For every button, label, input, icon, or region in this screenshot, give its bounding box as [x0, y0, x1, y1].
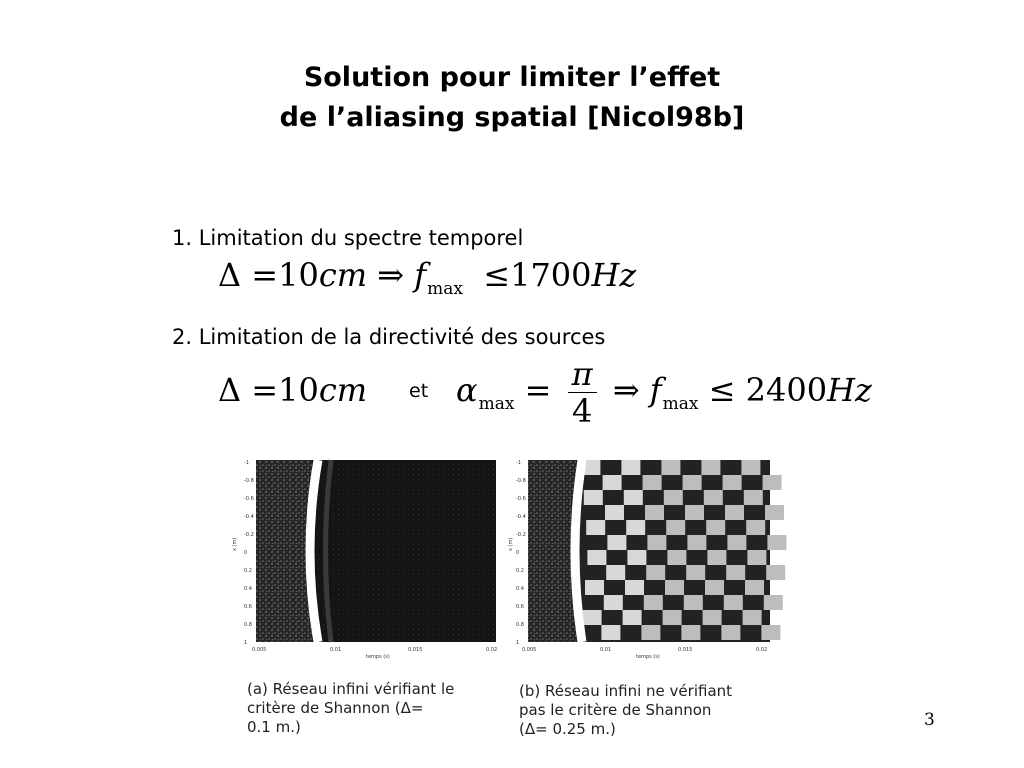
plot-a-ytick: 0	[244, 550, 248, 556]
plot-a-ytick: -0.4	[244, 514, 254, 520]
plot-b-ylabel: x (m)	[508, 537, 514, 551]
plot-b-ytick: 0.2	[516, 568, 524, 574]
checker-cell	[586, 520, 605, 535]
plot-b	[508, 452, 780, 662]
plot-b-ytick: 1	[516, 640, 520, 646]
checker-cell	[765, 505, 784, 520]
plot-b-x-ticks	[522, 647, 767, 653]
checker-cell	[624, 490, 643, 505]
equals-sign: =	[251, 256, 279, 294]
checker-cell	[744, 490, 763, 505]
max-subscript: max	[427, 279, 463, 299]
checker-cell	[721, 625, 740, 640]
plot-a-ytick: -1	[244, 460, 249, 466]
checker-cell	[766, 565, 785, 580]
implies-symbol: ⇒	[377, 256, 405, 294]
checker-cell	[725, 505, 744, 520]
checker-cell	[726, 565, 745, 580]
checker-cell	[687, 535, 706, 550]
checker-cell	[724, 595, 743, 610]
plot-b-noisy-region	[528, 460, 576, 642]
plot-a-y-ticks	[244, 460, 254, 646]
plot-a-ytick: 0.8	[244, 622, 252, 628]
max-subscript: max	[478, 394, 515, 414]
checker-cell	[585, 580, 604, 595]
checker-cell	[707, 550, 726, 565]
checker-cell	[667, 550, 686, 565]
title-line-2: de l’aliasing spatial [Nicol98b]	[279, 102, 745, 133]
delta-symbol: Δ	[218, 371, 242, 409]
max-subscript: max	[662, 394, 699, 414]
formula-1	[218, 256, 637, 299]
equals-sign: =	[524, 371, 552, 409]
caption-a-line: (a) Réseau infini vérifiant le	[247, 680, 455, 698]
checker-cell	[626, 520, 645, 535]
page-number: 3	[924, 710, 935, 730]
checker-cell	[641, 625, 660, 640]
checker-cell	[607, 535, 626, 550]
checker-cell	[644, 595, 663, 610]
plot-b-ytick: -0.6	[516, 496, 526, 502]
checker-cell	[623, 610, 642, 625]
caption-b-line: (b) Réseau infini ne vérifiant	[519, 682, 733, 700]
plot-b-xtick: 0.005	[522, 647, 537, 653]
plot-a-ytick: -0.8	[244, 478, 254, 484]
slide-title	[0, 58, 1024, 138]
checker-cell	[723, 475, 742, 490]
unit-hz: Hz	[827, 371, 872, 409]
fraction-denominator: 4	[571, 392, 593, 430]
checker-cell	[627, 550, 646, 565]
plot-b-ytick: 0.8	[516, 622, 524, 628]
value-10: 10	[278, 256, 319, 294]
f-symbol: f	[649, 371, 662, 409]
unit-cm: cm	[318, 371, 368, 409]
plot-a-ytick: 0.6	[244, 604, 252, 610]
plot-b-ytick: -0.2	[516, 532, 526, 538]
unit-hz: Hz	[591, 256, 637, 294]
caption-a-line: 0.1 m.)	[247, 718, 301, 736]
caption-a-line: critère de Shannon (Δ=	[247, 699, 424, 717]
checker-cell	[685, 505, 704, 520]
title-line-1: Solution pour limiter l’effet	[303, 62, 721, 93]
checker-cell	[741, 460, 760, 475]
caption-b	[519, 682, 732, 739]
caption-b-line: pas le critère de Shannon	[519, 701, 712, 719]
plot-b-xtick: 0.02	[756, 647, 768, 653]
caption-a	[247, 680, 454, 737]
plot-a-xtick: 0.015	[408, 647, 423, 653]
plot-a-xtick: 0.02	[486, 647, 498, 653]
checker-cell	[764, 595, 783, 610]
formula-2-left	[218, 371, 367, 409]
plot-a-ytick: 1	[244, 640, 248, 646]
checker-cell	[603, 475, 622, 490]
plot-a-xtick: 0.005	[252, 647, 267, 653]
checker-cell	[666, 520, 685, 535]
checker-cell	[601, 625, 620, 640]
plot-a	[232, 452, 504, 662]
plot-a-xlabel: temps (s)	[366, 654, 390, 660]
checker-cell	[683, 475, 702, 490]
equals-sign: =	[251, 371, 279, 409]
checker-cell	[743, 610, 762, 625]
le-symbol: ≤	[708, 371, 736, 409]
fraction-numerator: π	[568, 356, 597, 393]
item-1-label: 1. Limitation du spectre temporel	[172, 226, 524, 250]
checker-cell	[767, 535, 786, 550]
alpha-symbol: α	[456, 371, 478, 409]
checker-cell	[681, 625, 700, 640]
plot-b-xlabel: temps (s)	[636, 654, 660, 660]
plot-a-ylabel: x (m)	[232, 537, 238, 551]
plot-a-noisy-region	[256, 460, 312, 642]
plot-b-xtick: 0.01	[600, 647, 612, 653]
checker-cell	[605, 505, 624, 520]
le-symbol: ≤	[483, 256, 511, 294]
checker-cell	[583, 610, 602, 625]
checker-cell	[665, 580, 684, 595]
plot-b-y-ticks	[516, 460, 526, 646]
checker-cell	[647, 535, 666, 550]
implies-symbol: ⇒	[612, 371, 640, 409]
delta-symbol: Δ	[218, 256, 242, 294]
caption-b-line: (Δ= 0.25 m.)	[519, 720, 616, 738]
checker-cell	[746, 520, 765, 535]
checker-cell	[646, 565, 665, 580]
plot-a-ytick: 0.4	[244, 586, 252, 592]
f-symbol: f	[414, 256, 427, 294]
checker-cell	[704, 490, 723, 505]
checker-cell	[761, 625, 780, 640]
pi-over-4-fraction	[568, 356, 597, 429]
plot-b-ytick: -0.8	[516, 478, 526, 484]
plot-a-xtick: 0.01	[330, 647, 342, 653]
plot-a-ytick: -0.2	[244, 532, 254, 538]
checker-cell	[664, 490, 683, 505]
limit-value: 1700	[510, 256, 592, 294]
checker-cell	[747, 550, 766, 565]
plot-a-ytick: 0.2	[244, 568, 252, 574]
value-10: 10	[278, 371, 319, 409]
checker-cell	[701, 460, 720, 475]
plot-b-ytick: -1	[516, 460, 521, 466]
checker-cell	[763, 475, 782, 490]
checker-cell	[661, 460, 680, 475]
plot-b-ytick: 0.4	[516, 586, 524, 592]
checker-cell	[745, 580, 764, 595]
limit-value: 2400	[745, 371, 828, 409]
checker-cell	[705, 580, 724, 595]
checker-cell	[621, 460, 640, 475]
plot-b-ytick: 0.6	[516, 604, 524, 610]
checker-cell	[703, 610, 722, 625]
checker-cell	[663, 610, 682, 625]
checker-cell	[604, 595, 623, 610]
plot-a-ytick: -0.6	[244, 496, 254, 502]
plot-b-ytick: -0.4	[516, 514, 526, 520]
et-text: et	[409, 380, 429, 402]
checker-cell	[727, 535, 746, 550]
plot-a-x-ticks	[252, 647, 497, 653]
unit-cm: cm	[318, 256, 368, 294]
formula-2-right	[456, 356, 872, 429]
plot-b-xtick: 0.015	[678, 647, 693, 653]
checker-cell	[643, 475, 662, 490]
checker-cell	[684, 595, 703, 610]
checker-cell	[706, 520, 725, 535]
checker-cell	[645, 505, 664, 520]
item-2-label: 2. Limitation de la directivité des sources	[172, 325, 606, 349]
plot-b-ytick: 0	[516, 550, 520, 556]
checker-cell	[625, 580, 644, 595]
checker-cell	[584, 490, 603, 505]
checker-cell	[587, 550, 606, 565]
checker-cell	[686, 565, 705, 580]
checker-cell	[606, 565, 625, 580]
